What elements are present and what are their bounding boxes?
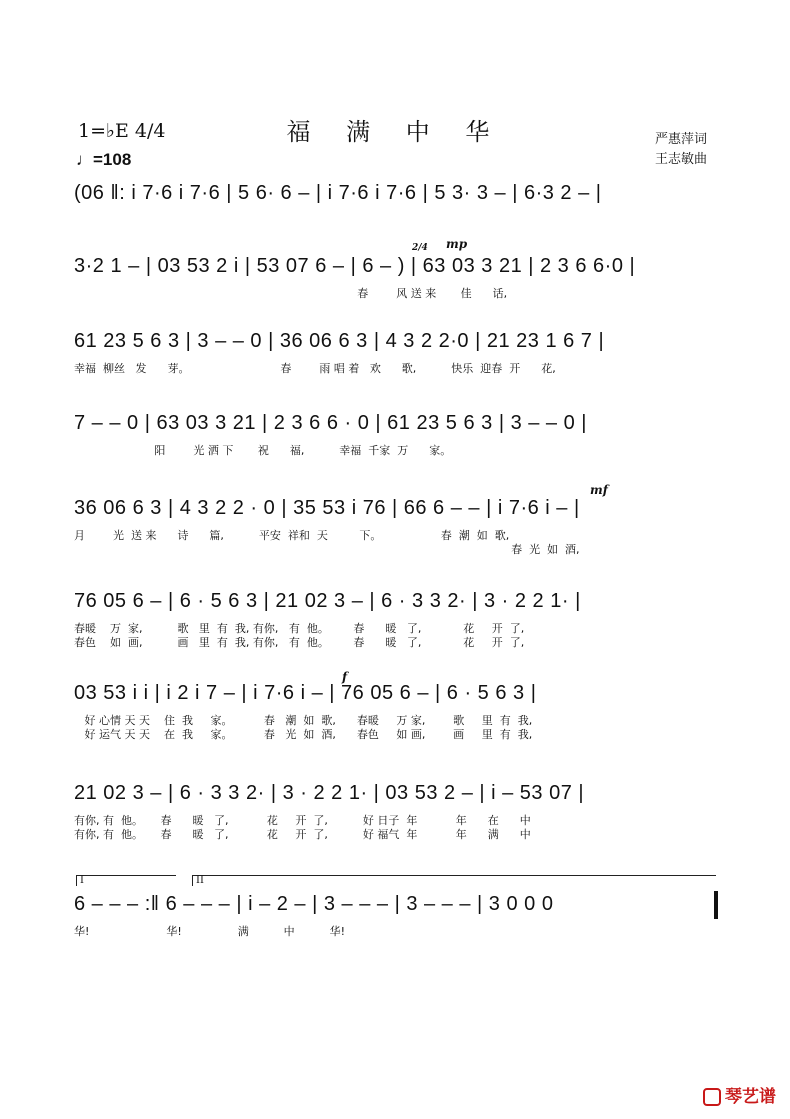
lyric-line: 有你, 有 他。 春 暖 了, 花 开 了, 好 日子 年 年 在 中 xyxy=(74,814,531,827)
watermark-logo xyxy=(703,1082,776,1107)
lyric-line: 幸福 柳丝 发 芽。 春 雨 唱 着 欢 歌, 快乐 迎春 开 花, xyxy=(74,362,556,375)
notation-line: 21 02 3 – | 6 · 3 3 2· | 3 · 2 2 1· | 03 53 2 – | i – 53 07 | xyxy=(74,782,585,804)
dynamic-mf: mf xyxy=(590,483,608,497)
score-row-8 xyxy=(74,782,720,841)
logo-icon xyxy=(703,1088,721,1106)
time-change-mark: 2/4 xyxy=(412,243,428,253)
score-row-6 xyxy=(74,590,720,649)
notation-line: 6 – – – :‖ 6 – – – | i – 2 – | 3 – – – | 3 – – – | 3 0 0 0 xyxy=(74,893,554,915)
score-row-2 xyxy=(74,237,720,300)
lyric-line: 春 光 如 酒, xyxy=(74,543,580,556)
lyric-line: 好 运气 天 天 在 我 家。 春 光 如 酒, 春色 如 画, 画 里 有 我, xyxy=(74,728,533,741)
score-row-7 xyxy=(74,670,720,741)
notation-line: 61 23 5 6 3 | 3 – – 0 | 36 06 6 3 | 4 3 2 2·0 | 21 23 1 6 7 | xyxy=(74,330,605,352)
lyric-line: 春 风 送 来 佳 话, xyxy=(74,287,508,300)
notation-line: 76 05 6 – | 6 · 5 6 3 | 21 02 3 – | 6 · 3 3 2· | 3 · 2 2 1· | xyxy=(74,590,581,612)
lyric-line: 春暖 万 家, 歌 里 有 我, 有你, 有 他。 春 暖 了, 花 开 了, xyxy=(74,622,525,635)
notation-line: 7 – – 0 | 63 03 3 21 | 2 3 6 6 · 0 | 61 23 5 6 3 | 3 – – 0 | xyxy=(74,412,587,434)
score-row-4 xyxy=(74,412,720,457)
volta-bracket-1: I xyxy=(76,875,176,886)
lyric-line: 华! 华! 满 中 华! xyxy=(74,925,346,938)
lyric-line: 好 心情 天 天 住 我 家。 春 潮 如 歌, 春暖 万 家, 歌 里 有 我, xyxy=(74,714,533,727)
lyricist-credit: 严惠萍词 xyxy=(655,132,708,147)
score-row-5 xyxy=(74,483,720,556)
volta-bracket-2: II xyxy=(192,875,716,886)
score-row-3 xyxy=(74,330,720,375)
tempo-marking: ♩=108 xyxy=(76,150,132,169)
notation-line: (06 ‖: i 7·6 i 7·6 | 5 6· 6 – | i 7·6 i 7·6 | 5 3· 3 – | 6·3 2 – | xyxy=(74,182,602,204)
final-barline xyxy=(714,891,718,919)
lyric-line: 有你, 有 他。 春 暖 了, 花 开 了, 好 福气 年 年 满 中 xyxy=(74,828,531,841)
score-row-1 xyxy=(74,182,720,210)
lyric-line: 春色 如 画, 画 里 有 我, 有你, 有 他。 春 暖 了, 花 开 了, xyxy=(74,636,525,649)
dynamic-f: f xyxy=(342,670,348,684)
lyric-line: 阳 光 洒 下 祝 福, 幸福 千家 万 家。 xyxy=(74,444,452,457)
notation-line: 03 53 i i | i 2 i 7 – | i 7·6 i – | 76 05 6 – | 6 · 5 6 3 | xyxy=(74,682,537,704)
notation-line: 3·2 1 – | 03 53 2 i | 53 07 6 – | 6 – ) | 63 03 3 21 | 2 3 6 6·0 | xyxy=(74,255,636,277)
song-title: 福 满 中 华 xyxy=(286,118,504,146)
dynamic-mp: mp xyxy=(446,237,468,251)
notation-line: 36 06 6 3 | 4 3 2 2 · 0 | 35 53 i 76 | 66 6 – – | i 7·6 i – | xyxy=(74,497,580,519)
key-signature: 1=♭E 4/4 xyxy=(78,120,166,142)
composer-credit: 王志敏曲 xyxy=(655,152,708,167)
watermark-text: 琴艺谱 xyxy=(725,1087,776,1107)
lyric-line: 月 光 送 来 诗 篇, 平安 祥和 天 下。 春 潮 如 歌, xyxy=(74,529,510,542)
score-row-9 xyxy=(74,875,720,938)
